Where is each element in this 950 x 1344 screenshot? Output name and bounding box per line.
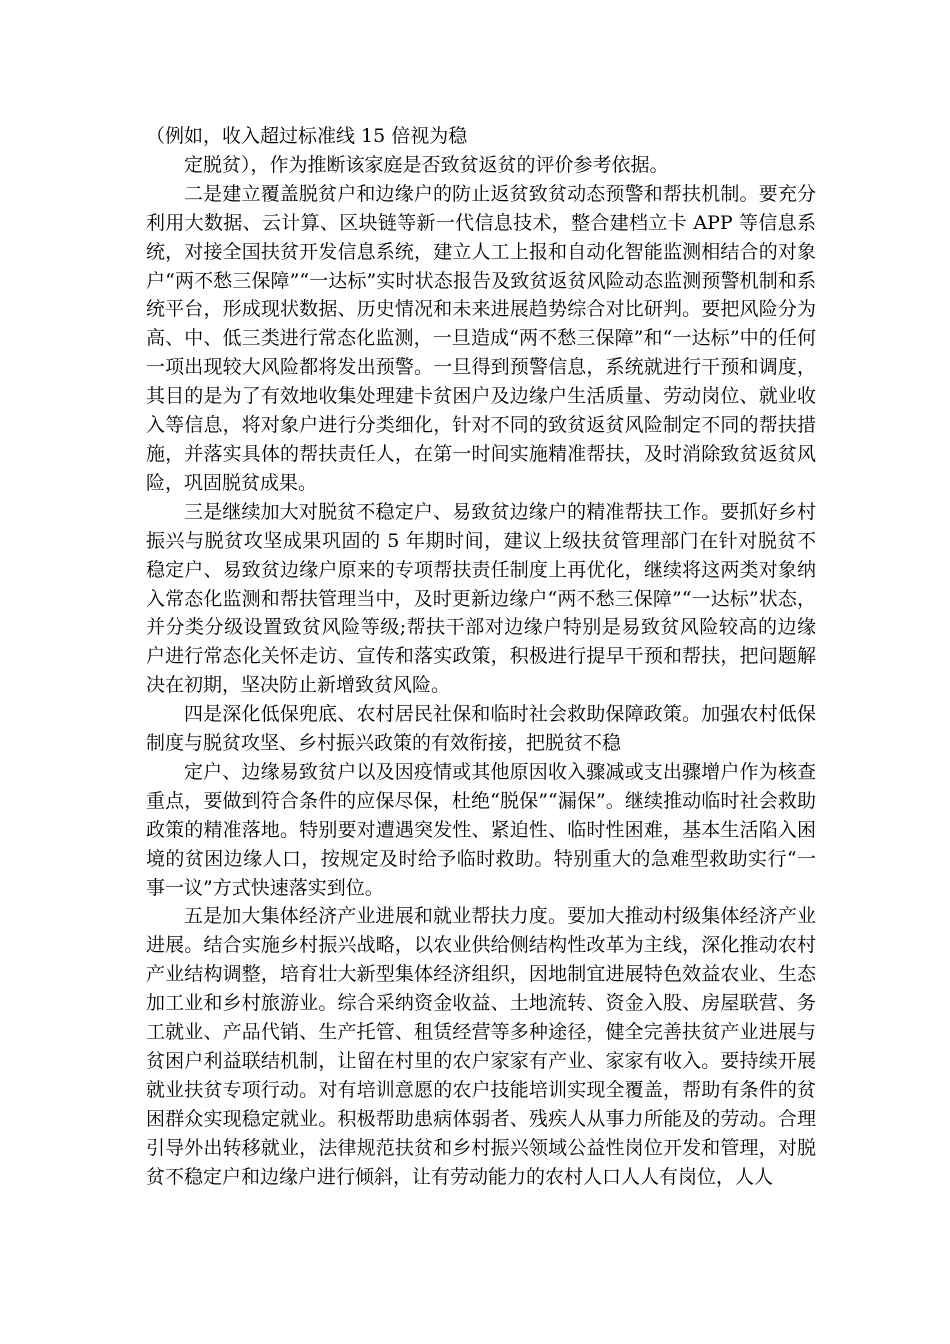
document-body — [146, 122, 816, 1192]
paragraph-3: 二是建立覆盖脱贫户和边缘户的防止返贫致贫动态预警和帮扶机制。要充分利用大数据、云计算、区块链等新一代信息技术，整合建档立卡 APP 等信息系统，对接全国扶贫开发信息系统，建立人工上报和自动化智能监测相结合的对象户“两不愁三保障”“一达标”实时状态报告及致贫返贫风险动态监测预警机制和系统平台，形成现状数据、历史情况和未来进展趋势综合对比研判。要把风险分为高、中、低三类进行常态化监测，一旦造成“两不愁三保障”和“一达标”中的任何一项出现较大风险都将发出预警。一旦得到预警信息，系统就进行干预和调度，其目的是为了有效地收集处理建卡贫困户及边缘户生活质量、劳动岗位、就业收入等信息，将对象户进行分类细化，针对不同的致贫返贫风险制定不同的帮扶措施，并落实具体的帮扶责任人，在第一时间实施精准帮扶，及时消除致贫返贫风险，巩固脱贫成果。 — [146, 182, 816, 494]
paragraph-4: 三是继续加大对脱贫不稳定户、易致贫边缘户的精准帮扶工作。要抓好乡村振兴与脱贫攻坚成果巩固的 5 年期时间，建议上级扶贫管理部门在针对脱贫不稳定户、易致贫边缘户原来的专项帮扶责任制度上再优化，继续将这两类对象纳入常态化监测和帮扶管理当中，及时更新边缘户“两不愁三保障”“一达标”状态，并分类分级设置致贫风险等级;帮扶干部对边缘户特别是易致贫风险较高的边缘户进行常态化关怀走访、宣传和落实政策，积极进行提早干预和帮扶，把问题解决在初期，坚决防止新增致贫风险。 — [146, 500, 816, 697]
paragraph-5: 四是深化低保兜底、农村居民社保和临时社会救助保障政策。加强农村低保制度与脱贫攻坚、乡村振兴政策的有效衔接，把脱贫不稳 — [146, 703, 816, 755]
paragraph-1: （例如，收入超过标准线 15 倍视为稳 — [146, 125, 468, 147]
paragraph-6: 定户、边缘易致贫户以及因疫情或其他原因收入骤减或支出骤增户作为核查重点，要做到符合条件的应保尽保，杜绝“脱保”“漏保”。继续推动临时社会救助政策的精准落地。特别要对遭遇突发性、紧迫性、临时性困难，基本生活陷入困境的贫困边缘人口，按规定及时给予临时救助。特别重大的急难型救助实行“一事一议”方式快速落实到位。 — [146, 760, 816, 899]
paragraph-7: 五是加大集体经济产业进展和就业帮扶力度。要加大推动村级集体经济产业进展。结合实施乡村振兴战略，以农业供给侧结构性改革为主线，深化推动农村产业结构调整，培育壮大新型集体经济组织，因地制宜进展特色效益农业、生态加工业和乡村旅游业。综合采纳资金收益、土地流转、资金入股、房屋联营、务工就业、产品代销、生产托管、租赁经营等多种途径，健全完善扶贫产业进展与贫困户利益联结机制，让留在村里的农户家家有产业、家家有收入。要持续开展就业扶贫专项行动。对有培训意愿的农户技能培训实现全覆盖，帮助有条件的贫困群众实现稳定就业。积极帮助患病体弱者、残疾人从事力所能及的劳动。合理引导外出转移就业，法律规范扶贫和乡村振兴领域公益性岗位开发和管理，对脱贫不稳定户和边缘户进行倾斜，让有劳动能力的农村人口人人有岗位，人人 — [146, 905, 816, 1188]
paragraph-2: 定脱贫），作为推断该家庭是否致贫返贫的评价参考依据。 — [184, 153, 669, 176]
